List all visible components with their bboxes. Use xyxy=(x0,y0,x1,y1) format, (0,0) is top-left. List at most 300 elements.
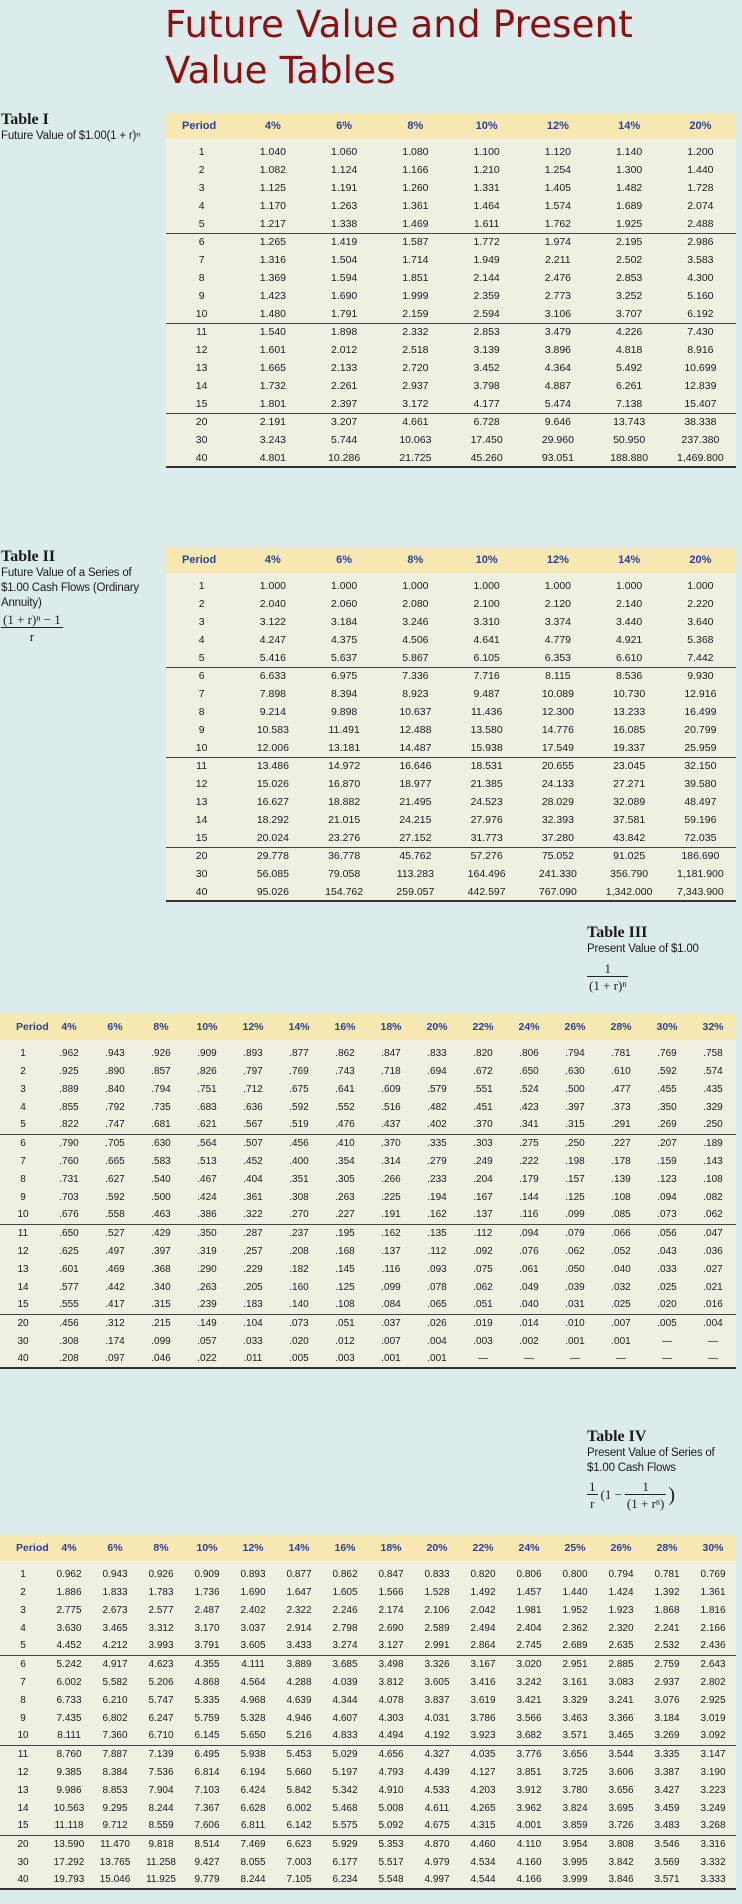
value-cell: 1.000 xyxy=(615,580,643,592)
value-cell: 2.402 xyxy=(240,1604,266,1616)
value-cell: 2.937 xyxy=(402,380,429,392)
value-cell: 6.142 xyxy=(286,1820,312,1832)
value-cell: 8.916 xyxy=(687,344,714,356)
value-cell: 2.673 xyxy=(102,1604,128,1616)
value-cell: .019 xyxy=(460,1314,506,1332)
value-cell: 3.463 xyxy=(562,1712,588,1724)
value-cell: 3.780 xyxy=(562,1784,588,1796)
value-cell: 6.633 xyxy=(237,667,308,685)
value-cell: .085 xyxy=(611,1209,631,1221)
value-cell: .350 xyxy=(657,1101,677,1113)
value-cell: 1.611 xyxy=(473,217,500,230)
value-cell: 4.078 xyxy=(378,1694,404,1706)
period-header: Period xyxy=(0,1535,46,1561)
value-cell: 4.031 xyxy=(424,1712,450,1724)
value-cell: .094 xyxy=(657,1191,677,1203)
value-cell: 18.882 xyxy=(328,796,361,808)
value-cell: .555 xyxy=(59,1299,79,1311)
value-cell: .354 xyxy=(335,1155,355,1167)
value-cell: 1.000 xyxy=(687,580,714,592)
value-cell: .877 xyxy=(289,1047,309,1059)
table-row xyxy=(0,1583,736,1601)
value-cell: .037 xyxy=(368,1314,414,1332)
value-cell: 1.000 xyxy=(473,580,500,592)
value-cell: 4.506 xyxy=(402,634,429,646)
period-cell: 4 xyxy=(198,200,205,212)
value-cell: 32.089 xyxy=(613,796,646,808)
value-cell: 3.923 xyxy=(470,1730,496,1742)
value-cell: .025 xyxy=(611,1299,631,1311)
value-cell: .215 xyxy=(138,1314,184,1332)
table-4-formula-left xyxy=(587,1479,598,1511)
value-cell: .191 xyxy=(381,1209,401,1221)
value-cell: .104 xyxy=(230,1314,276,1332)
table-4-formula-right-numerator: 1 xyxy=(642,1479,649,1494)
value-cell: 14.972 xyxy=(309,757,380,775)
value-cell: .112 xyxy=(427,1245,447,1257)
period-cell: 15 xyxy=(17,1299,29,1311)
value-cell: 3.243 xyxy=(259,434,287,446)
period-cell: 2 xyxy=(20,1065,26,1077)
value-cell: .826 xyxy=(197,1065,217,1077)
value-cell: 3.479 xyxy=(522,323,593,341)
value-cell: 3.374 xyxy=(544,616,572,628)
value-cell: 19.793 xyxy=(46,1871,92,1889)
value-cell: 2.720 xyxy=(402,362,429,374)
rate-header: 4% xyxy=(237,547,308,573)
value-cell: .712 xyxy=(243,1083,263,1095)
value-cell: 24.215 xyxy=(399,814,432,826)
value-cell: .694 xyxy=(427,1065,447,1077)
value-cell: 6.811 xyxy=(240,1820,266,1832)
value-cell: 4.801 xyxy=(237,449,308,467)
value-cell: .225 xyxy=(381,1191,401,1203)
value-cell: .437 xyxy=(381,1119,401,1131)
rate-header: 24% xyxy=(506,1014,552,1040)
value-cell: .862 xyxy=(335,1047,355,1059)
value-cell: 0.943 xyxy=(102,1568,128,1580)
value-cell: 5.342 xyxy=(332,1784,358,1796)
value-cell: 3.846 xyxy=(598,1871,644,1889)
table-row xyxy=(166,829,736,847)
period-cell: 3 xyxy=(198,616,205,628)
value-cell: 1.647 xyxy=(286,1586,312,1598)
value-cell: 2.404 xyxy=(516,1622,542,1634)
value-cell: 3.656 xyxy=(608,1784,634,1796)
value-cell: .099 xyxy=(565,1209,585,1221)
value-cell: 5.335 xyxy=(194,1694,220,1706)
value-cell: .516 xyxy=(381,1101,401,1113)
value-cell: 113.283 xyxy=(396,868,434,880)
value-cell: 9.487 xyxy=(473,688,500,700)
value-cell: .329 xyxy=(703,1101,723,1113)
value-cell: 4.494 xyxy=(378,1730,404,1742)
table-row xyxy=(0,1835,736,1853)
value-cell: 3.037 xyxy=(240,1622,266,1634)
value-cell: 2.745 xyxy=(516,1640,542,1652)
value-cell: 31.773 xyxy=(470,831,503,844)
value-cell: 2.689 xyxy=(562,1640,588,1652)
value-cell: .032 xyxy=(611,1281,631,1293)
value-cell: .315 xyxy=(565,1119,585,1131)
value-cell: 3.223 xyxy=(700,1784,726,1796)
value-cell: .108 xyxy=(703,1173,723,1185)
value-cell: 1.665 xyxy=(259,362,287,374)
value-cell: .386 xyxy=(197,1209,217,1221)
value-cell: .140 xyxy=(289,1299,309,1311)
value-cell: .308 xyxy=(59,1335,79,1347)
value-cell: 20.655 xyxy=(522,757,593,775)
value-cell: .315 xyxy=(151,1299,171,1311)
value-cell: 1.082 xyxy=(259,164,287,176)
value-cell: .016 xyxy=(703,1299,723,1311)
value-cell: 2.106 xyxy=(424,1604,450,1616)
value-cell: 7.138 xyxy=(615,397,643,410)
value-cell: 23.045 xyxy=(594,757,665,775)
value-cell: 6.002 xyxy=(56,1676,82,1688)
value-cell: 3.387 xyxy=(654,1766,680,1778)
value-cell: 0.769 xyxy=(700,1568,726,1580)
table-row xyxy=(0,1871,736,1889)
value-cell: .747 xyxy=(105,1119,125,1131)
value-cell: 1.762 xyxy=(544,217,572,230)
period-cell: 10 xyxy=(17,1730,29,1742)
value-cell: 50.950 xyxy=(613,434,646,446)
value-cell: 7,343.900 xyxy=(665,883,736,901)
value-cell: 10.730 xyxy=(613,688,646,700)
value-cell: 4.544 xyxy=(460,1871,506,1889)
value-cell: 18.531 xyxy=(451,757,522,775)
value-cell: 7.887 xyxy=(92,1745,138,1763)
value-cell: 7.904 xyxy=(148,1784,174,1796)
value-cell: 2.080 xyxy=(402,598,429,610)
value-cell: 1.594 xyxy=(330,272,358,284)
table-4-name: Table IV xyxy=(587,1428,647,1445)
rate-header: 20% xyxy=(414,1535,460,1561)
value-cell: 8.514 xyxy=(184,1835,230,1853)
value-cell: 4.166 xyxy=(506,1871,552,1889)
value-cell: 2.643 xyxy=(690,1655,736,1673)
value-cell: .205 xyxy=(243,1281,263,1293)
value-cell: .806 xyxy=(519,1047,539,1059)
value-cell: 59.196 xyxy=(684,814,717,826)
value-cell: 1.080 xyxy=(402,146,429,158)
value-cell: — xyxy=(690,1350,736,1368)
value-cell: 5.582 xyxy=(102,1676,128,1688)
value-cell: .743 xyxy=(335,1065,355,1077)
value-cell: .781 xyxy=(611,1047,631,1059)
value-cell: 5.938 xyxy=(230,1745,276,1763)
value-cell: 15.046 xyxy=(92,1871,138,1889)
value-cell: .094 xyxy=(506,1224,552,1242)
period-cell: 11 xyxy=(0,1224,46,1242)
value-cell: 3.483 xyxy=(654,1820,680,1832)
value-cell: .051 xyxy=(322,1314,368,1332)
table-row xyxy=(166,179,736,197)
table-row xyxy=(0,1224,736,1242)
value-cell: 4.611 xyxy=(424,1802,450,1814)
value-cell: 4.656 xyxy=(368,1745,414,1763)
value-cell: 3.682 xyxy=(516,1730,542,1742)
period-cell: 15 xyxy=(195,831,208,844)
value-cell: .036 xyxy=(703,1245,723,1257)
value-cell: 3.995 xyxy=(562,1856,588,1868)
value-cell: 17.450 xyxy=(470,434,503,446)
rate-header: 14% xyxy=(276,1014,322,1040)
value-cell: .263 xyxy=(197,1281,217,1293)
value-cell: .056 xyxy=(644,1224,690,1242)
value-cell: 45.762 xyxy=(380,847,451,865)
value-cell: .312 xyxy=(92,1314,138,1332)
value-cell: 3.546 xyxy=(644,1835,690,1853)
value-cell: .025 xyxy=(657,1281,677,1293)
table-2-formula-denominator: r xyxy=(1,627,63,644)
value-cell: .370 xyxy=(473,1119,493,1131)
value-cell: 2.635 xyxy=(608,1640,634,1652)
period-cell: 30 xyxy=(17,1335,29,1347)
value-cell: 3.571 xyxy=(562,1730,588,1742)
value-cell: .705 xyxy=(92,1134,138,1152)
value-cell: 20.799 xyxy=(684,724,717,736)
value-cell: .429 xyxy=(138,1224,184,1242)
value-cell: 188.880 xyxy=(594,449,665,467)
value-cell: 2.195 xyxy=(594,233,665,251)
value-cell: 27.976 xyxy=(470,814,503,826)
value-cell: 1.440 xyxy=(687,164,714,176)
rate-header: 16% xyxy=(322,1535,368,1561)
value-cell: 3.798 xyxy=(473,380,500,392)
value-cell: 21.385 xyxy=(470,778,503,790)
value-cell: 3.184 xyxy=(654,1712,680,1724)
value-cell: 2.488 xyxy=(687,217,714,230)
period-cell: 13 xyxy=(195,796,208,808)
value-cell: 23.276 xyxy=(328,831,361,844)
value-cell: .665 xyxy=(105,1155,125,1167)
value-cell: 5.747 xyxy=(148,1694,174,1706)
value-cell: 10.063 xyxy=(399,434,432,446)
value-cell: 37.280 xyxy=(541,831,574,844)
value-cell: .452 xyxy=(243,1155,263,1167)
value-cell: 1.728 xyxy=(687,182,714,194)
value-cell: 1.331 xyxy=(473,182,500,194)
value-cell: 0.806 xyxy=(516,1568,542,1580)
value-cell: .703 xyxy=(59,1191,79,1203)
value-cell: .469 xyxy=(105,1263,125,1275)
value-cell: .001 xyxy=(611,1335,631,1347)
value-cell: .250 xyxy=(703,1119,723,1131)
table-row xyxy=(166,613,736,631)
value-cell: .500 xyxy=(151,1191,171,1203)
value-cell: 3.569 xyxy=(654,1856,680,1868)
value-cell: 9.385 xyxy=(56,1766,82,1778)
period-cell: 6 xyxy=(166,667,237,685)
table-row xyxy=(0,1655,736,1673)
value-cell: 48.497 xyxy=(684,796,717,808)
value-cell: .031 xyxy=(565,1299,585,1311)
value-cell: .066 xyxy=(598,1224,644,1242)
value-cell: .962 xyxy=(59,1047,79,1059)
value-cell: .194 xyxy=(427,1191,447,1203)
table-row xyxy=(166,685,736,703)
value-cell: 6.728 xyxy=(451,413,522,431)
table-row xyxy=(0,1350,736,1368)
value-cell: 2.246 xyxy=(332,1604,358,1616)
value-cell: 14.776 xyxy=(541,724,574,736)
value-cell: 5.929 xyxy=(322,1835,368,1853)
table-row xyxy=(0,1673,736,1691)
value-cell: .046 xyxy=(138,1350,184,1368)
value-cell: .455 xyxy=(657,1083,677,1095)
value-cell: .159 xyxy=(657,1155,677,1167)
value-cell: 12.006 xyxy=(256,741,289,754)
value-cell: 3.427 xyxy=(654,1784,680,1796)
value-cell: .625 xyxy=(59,1245,79,1257)
value-cell: .078 xyxy=(427,1281,447,1293)
period-cell: 8 xyxy=(198,706,205,718)
value-cell: .010 xyxy=(552,1314,598,1332)
value-cell: .540 xyxy=(151,1173,171,1185)
value-cell: — xyxy=(506,1350,552,1368)
value-cell: .062 xyxy=(565,1245,585,1257)
value-cell: .890 xyxy=(105,1065,125,1077)
value-cell: 4.035 xyxy=(460,1745,506,1763)
table-row xyxy=(0,1296,736,1314)
rate-header: 26% xyxy=(598,1535,644,1561)
value-cell: 3.896 xyxy=(544,344,572,356)
value-cell: 3.656 xyxy=(552,1745,598,1763)
table-3-formula-denominator: (1 + r)ⁿ xyxy=(589,978,627,993)
value-cell: .579 xyxy=(427,1083,447,1095)
value-cell: .125 xyxy=(335,1281,355,1293)
table-4-formula-right xyxy=(625,1479,666,1511)
value-cell: .249 xyxy=(473,1155,493,1167)
value-cell: 11.491 xyxy=(328,724,360,736)
value-cell: 4.265 xyxy=(470,1802,496,1814)
value-cell: 4.921 xyxy=(615,634,643,646)
value-cell: .026 xyxy=(414,1314,460,1332)
value-cell: 5.416 xyxy=(259,651,287,664)
period-cell: 8 xyxy=(198,272,205,284)
period-cell: 9 xyxy=(198,290,205,302)
value-cell: 4.818 xyxy=(615,344,643,356)
value-cell: 3.465 xyxy=(608,1730,634,1742)
value-cell: 1.120 xyxy=(544,146,572,158)
value-cell: 1.974 xyxy=(522,233,593,251)
value-cell: 11.470 xyxy=(92,1835,138,1853)
value-cell: 1.125 xyxy=(259,182,287,194)
value-cell: .731 xyxy=(59,1173,79,1185)
table-row xyxy=(0,1040,736,1062)
value-cell: 24.523 xyxy=(470,796,503,808)
table-3-formula-numerator: 1 xyxy=(604,961,611,976)
table-1 xyxy=(166,113,736,468)
value-cell: 3.326 xyxy=(414,1655,460,1673)
period-cell: 40 xyxy=(166,883,237,901)
value-cell: .108 xyxy=(335,1299,355,1311)
rate-header: 18% xyxy=(368,1014,414,1040)
value-cell: 3.274 xyxy=(332,1640,358,1652)
value-cell: .820 xyxy=(473,1047,493,1059)
value-cell: 1.217 xyxy=(259,217,287,230)
table-row xyxy=(166,865,736,883)
value-cell: .001 xyxy=(565,1335,585,1347)
value-cell: .564 xyxy=(184,1134,230,1152)
value-cell: .076 xyxy=(519,1245,539,1257)
value-cell: 241.330 xyxy=(538,868,577,880)
table-row xyxy=(0,1134,736,1152)
table-row xyxy=(0,1314,736,1332)
value-cell: 2.775 xyxy=(56,1604,82,1616)
value-cell: 5.160 xyxy=(687,290,714,302)
table-row xyxy=(166,883,736,901)
value-cell: 4.226 xyxy=(594,323,665,341)
value-cell: 1.504 xyxy=(330,254,358,266)
value-cell: 1.000 xyxy=(330,580,358,592)
rate-header: 14% xyxy=(594,547,665,573)
table-row xyxy=(0,1278,736,1296)
table-row xyxy=(166,649,736,667)
rate-header: 8% xyxy=(138,1535,184,1561)
value-cell: 5.029 xyxy=(322,1745,368,1763)
value-cell: — xyxy=(662,1335,672,1347)
table-row xyxy=(0,1799,736,1817)
value-cell: 25.959 xyxy=(684,741,717,754)
value-cell: 4.192 xyxy=(424,1730,450,1742)
value-cell: 2.042 xyxy=(470,1604,496,1616)
value-cell: .145 xyxy=(335,1263,355,1275)
value-cell: 3.333 xyxy=(690,1871,736,1889)
value-cell: 6.610 xyxy=(615,651,643,664)
value-cell: 2.322 xyxy=(286,1604,312,1616)
value-cell: 4.327 xyxy=(414,1745,460,1763)
value-cell: .482 xyxy=(427,1101,447,1113)
value-cell: .189 xyxy=(690,1134,736,1152)
value-cell: 11.118 xyxy=(54,1820,84,1832)
value-cell: 4.564 xyxy=(240,1676,266,1688)
value-cell: — xyxy=(460,1350,506,1368)
value-cell: .592 xyxy=(105,1191,125,1203)
value-cell: 1.574 xyxy=(544,200,572,212)
value-cell: .417 xyxy=(105,1299,125,1311)
table-row xyxy=(166,251,736,269)
value-cell: 1.040 xyxy=(259,146,287,158)
value-cell: 3.241 xyxy=(608,1694,634,1706)
value-cell: 2.397 xyxy=(330,397,358,410)
value-cell: 8.244 xyxy=(148,1802,174,1814)
table-row xyxy=(0,1781,736,1799)
value-cell: 2.853 xyxy=(615,272,643,284)
value-cell: .368 xyxy=(151,1263,171,1275)
value-cell: 6.975 xyxy=(309,667,380,685)
value-cell: 7.360 xyxy=(102,1730,128,1742)
value-cell: 2.120 xyxy=(544,598,572,610)
value-cell: 6.247 xyxy=(148,1712,174,1724)
period-cell: 3 xyxy=(20,1083,26,1095)
table-row xyxy=(166,215,736,233)
value-cell: 3.147 xyxy=(690,1745,736,1763)
value-cell: 21.015 xyxy=(328,814,361,826)
value-cell: 3.092 xyxy=(700,1730,726,1742)
rate-header: 8% xyxy=(380,113,451,139)
value-cell: 1.000 xyxy=(259,580,287,592)
value-cell: 1.868 xyxy=(654,1604,680,1616)
value-cell: .423 xyxy=(519,1101,539,1113)
value-cell: 5.759 xyxy=(194,1712,220,1724)
value-cell: 3.190 xyxy=(700,1766,726,1778)
value-cell: .143 xyxy=(703,1155,723,1167)
value-cell: .227 xyxy=(598,1134,644,1152)
rate-header: 8% xyxy=(380,547,451,573)
